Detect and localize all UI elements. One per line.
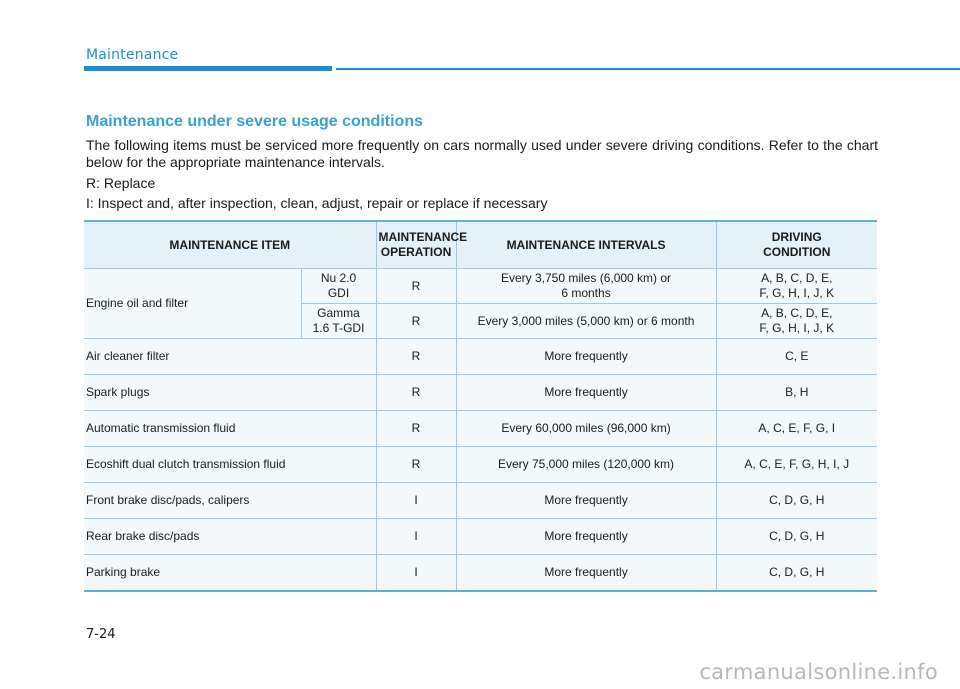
header-driving-condition [716, 221, 877, 269]
header-condition-line1: DRIVING [771, 230, 822, 244]
condition-cell [716, 304, 877, 339]
table-row [84, 447, 877, 483]
condition-cell: B, H [716, 375, 877, 411]
interval-cell: More frequently [456, 483, 716, 519]
interval-cell: More frequently [456, 375, 716, 411]
condition-cell: C, E [716, 339, 877, 375]
condition-line1: A, B, C, D, E, [761, 271, 833, 285]
operation-cell: R [376, 304, 456, 339]
condition-cell: C, D, G, H [716, 555, 877, 592]
table-row [84, 555, 877, 592]
item-cell: Automatic transmission fluid [84, 411, 376, 447]
condition-cell: A, C, E, F, G, H, I, J [716, 447, 877, 483]
interval-cell: Every 3,000 miles (5,000 km) or 6 month [456, 304, 716, 339]
operation-cell: R [376, 269, 456, 304]
table-row [84, 269, 877, 304]
operation-cell: R [376, 411, 456, 447]
interval-cell: More frequently [456, 339, 716, 375]
interval-cell: More frequently [456, 555, 716, 592]
interval-line1: Every 3,750 miles (6,000 km) or [500, 271, 672, 285]
header-maintenance-operation [376, 221, 468, 269]
table-row [84, 483, 877, 519]
intro-paragraph: The following items must be serviced more frequently on cars normally used under severe driving conditions. Refer to the chart below for the appropriate maintenance intervals. [86, 137, 878, 170]
header-maintenance-item: MAINTENANCE ITEM [84, 221, 376, 269]
table-row [84, 411, 877, 447]
interval-cell: More frequently [456, 519, 716, 555]
item-cell: Parking brake [84, 555, 376, 592]
item-cell: Rear brake disc/pads [84, 519, 376, 555]
watermark: carmanualsonline.info [699, 660, 938, 684]
page-number: 7-24 [86, 627, 116, 642]
operation-cell: I [376, 483, 456, 519]
legend-replace: R: Replace [86, 175, 156, 191]
operation-cell: I [376, 519, 456, 555]
table-row [84, 519, 877, 555]
engine-variant-line2: GDI [327, 286, 350, 300]
section-label: Maintenance [86, 47, 179, 63]
engine-variant-line1: Nu 2.0 [320, 271, 357, 285]
table-row [84, 339, 877, 375]
condition-cell [716, 269, 877, 304]
condition-cell: C, D, G, H [716, 483, 877, 519]
header-condition-line2: CONDITION [763, 245, 831, 259]
condition-line2: F, G, H, I, J, K [759, 286, 835, 300]
item-cell: Front brake disc/pads, calipers [84, 483, 376, 519]
interval-line2: 6 months [561, 286, 611, 300]
condition-line2: F, G, H, I, J, K [759, 321, 835, 335]
page-title: Maintenance under severe usage conditions [86, 113, 423, 130]
header-rule-thin [336, 68, 960, 70]
engine-variant [301, 269, 376, 304]
header-rule-thick [84, 66, 332, 71]
item-cell: Spark plugs [84, 375, 376, 411]
operation-cell: I [376, 555, 456, 592]
engine-variant-line2: 1.6 T-GDI [312, 321, 365, 335]
interval-cell: Every 75,000 miles (120,000 km) [456, 447, 716, 483]
engine-variant-line1: Gamma [317, 306, 360, 320]
item-cell: Ecoshift dual clutch transmission fluid [84, 447, 376, 483]
interval-cell: Every 60,000 miles (96,000 km) [456, 411, 716, 447]
condition-cell: C, D, G, H [716, 519, 877, 555]
header-operation-line2: OPERATION [380, 245, 452, 259]
header-operation-line1: MAINTENANCE [378, 230, 468, 244]
item-cell: Air cleaner filter [84, 339, 376, 375]
engine-variant [301, 304, 376, 339]
operation-cell: R [376, 447, 456, 483]
interval-cell [456, 269, 716, 304]
operation-cell: R [376, 375, 456, 411]
maintenance-table [84, 220, 877, 592]
table-header-row [84, 221, 877, 269]
engine-oil-item: Engine oil and filter [84, 269, 301, 339]
condition-line1: A, B, C, D, E, [761, 306, 833, 320]
table-row [84, 375, 877, 411]
operation-cell: R [376, 339, 456, 375]
header-maintenance-intervals: MAINTENANCE INTERVALS [456, 221, 716, 269]
legend-inspect: I: Inspect and, after inspection, clean, adjust, repair or replace if necessary [86, 195, 548, 211]
condition-cell: A, C, E, F, G, I [716, 411, 877, 447]
